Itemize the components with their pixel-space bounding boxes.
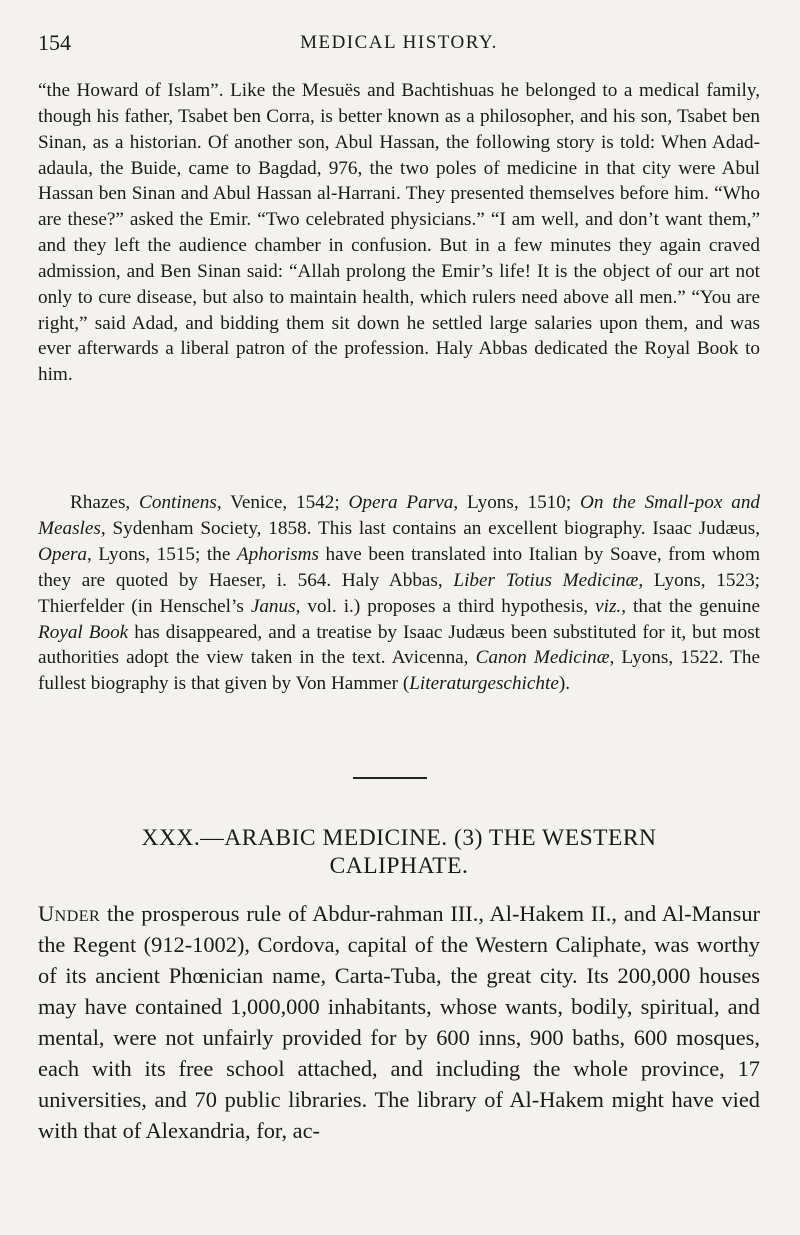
chapter-title-line-1: XXX.—ARABIC MEDICINE. (3) THE WESTERN — [141, 825, 657, 851]
bibliographic-note — [38, 490, 760, 697]
page-header — [38, 26, 760, 60]
paragraph-howard-of-islam — [38, 78, 760, 388]
page-number: 154 — [38, 30, 71, 55]
chapter-title-line-2: CALIPHATE. — [329, 853, 469, 879]
paragraph-text: “the Howard of Islam”. Like the Mesuës and Bachtishuas he belonged to a medical family, though his father, Tsabet ben Corra, is better known as a philosopher, and his son, Tsabet ben Sinan, as a historian. Of another son, Abul Hassan, the following story is told: When Adad-adaula, the Buide, came to Bagdad, 976, the two poles of medicine in that city were Abul Hassan ben Sinan and Abul Hassan al-Harrani. They presented themselves before him. “Who are these?” asked the Emir. “Two celebrated physicians.” “I am well, and don’t want them,” and they left the audience chamber in confusion. But in a few minutes they again craved admission, and Ben Sinan said: “Allah prolong the Emir’s life! It is the object of our art not only to cure disease, but also to maintain health, which rulers need above all men.” “You are right,” said Adad, and bidding them sit down he settled large salaries upon them, and was ever afterwards a liberal patron of the profession. Haly Abbas dedicated the Royal Book to him. — [38, 80, 760, 386]
chapter-body-text: the prosperous rule of Abdur-rahman III., Al-Hakem II., and Al-Mansur the Regent (912-1002), Cordova, capital of the Western Caliphate, was worthy of its ancient Phœnician name, Carta-Tuba, the great city. Its 200,000 houses may have contained 1,000,000 inhabitants, whose wants, bodily, spiritual, and mental, were not unfairly provided for by 600 inns, 900 baths, 600 mosques, each with its free school attached, and including the whole province, 17 universities, and 70 public libraries. The library of Al-Hakem might have vied with that of Alexandria, for, ac- — [38, 901, 760, 1143]
note-text: Rhazes, Continens, Venice, 1542; Opera Parva, Lyons, 1510; On the Small-pox and Measles, Sydenham Society, 1858. This last contains an excellent biography. Isaac Judæus, Opera, Lyons, 1515; the Aphorisms have been translated into Italian by Soave, from whom they are quoted by Haeser, i. 564. Haly Abbas, Liber Totius Medicinæ, Lyons, 1523; Thierfelder (in Henschel’s Janus, vol. i.) proposes a third hypothesis, viz., that the genuine Royal Book has disappeared, and a treatise by Isaac Judæus been substituted for it, but most authorities adopt the view taken in the text. Avicenna, Canon Medicinæ, Lyons, 1522. The fullest biography is that given by Von Hammer (Literaturgeschichte). — [38, 492, 761, 695]
lead-word: Under — [38, 901, 101, 926]
running-head: MEDICAL HISTORY. — [300, 32, 498, 53]
chapter-title — [38, 824, 760, 880]
chapter-body — [38, 898, 760, 1146]
chapter-paragraph — [38, 898, 760, 1146]
section-divider — [353, 777, 427, 779]
